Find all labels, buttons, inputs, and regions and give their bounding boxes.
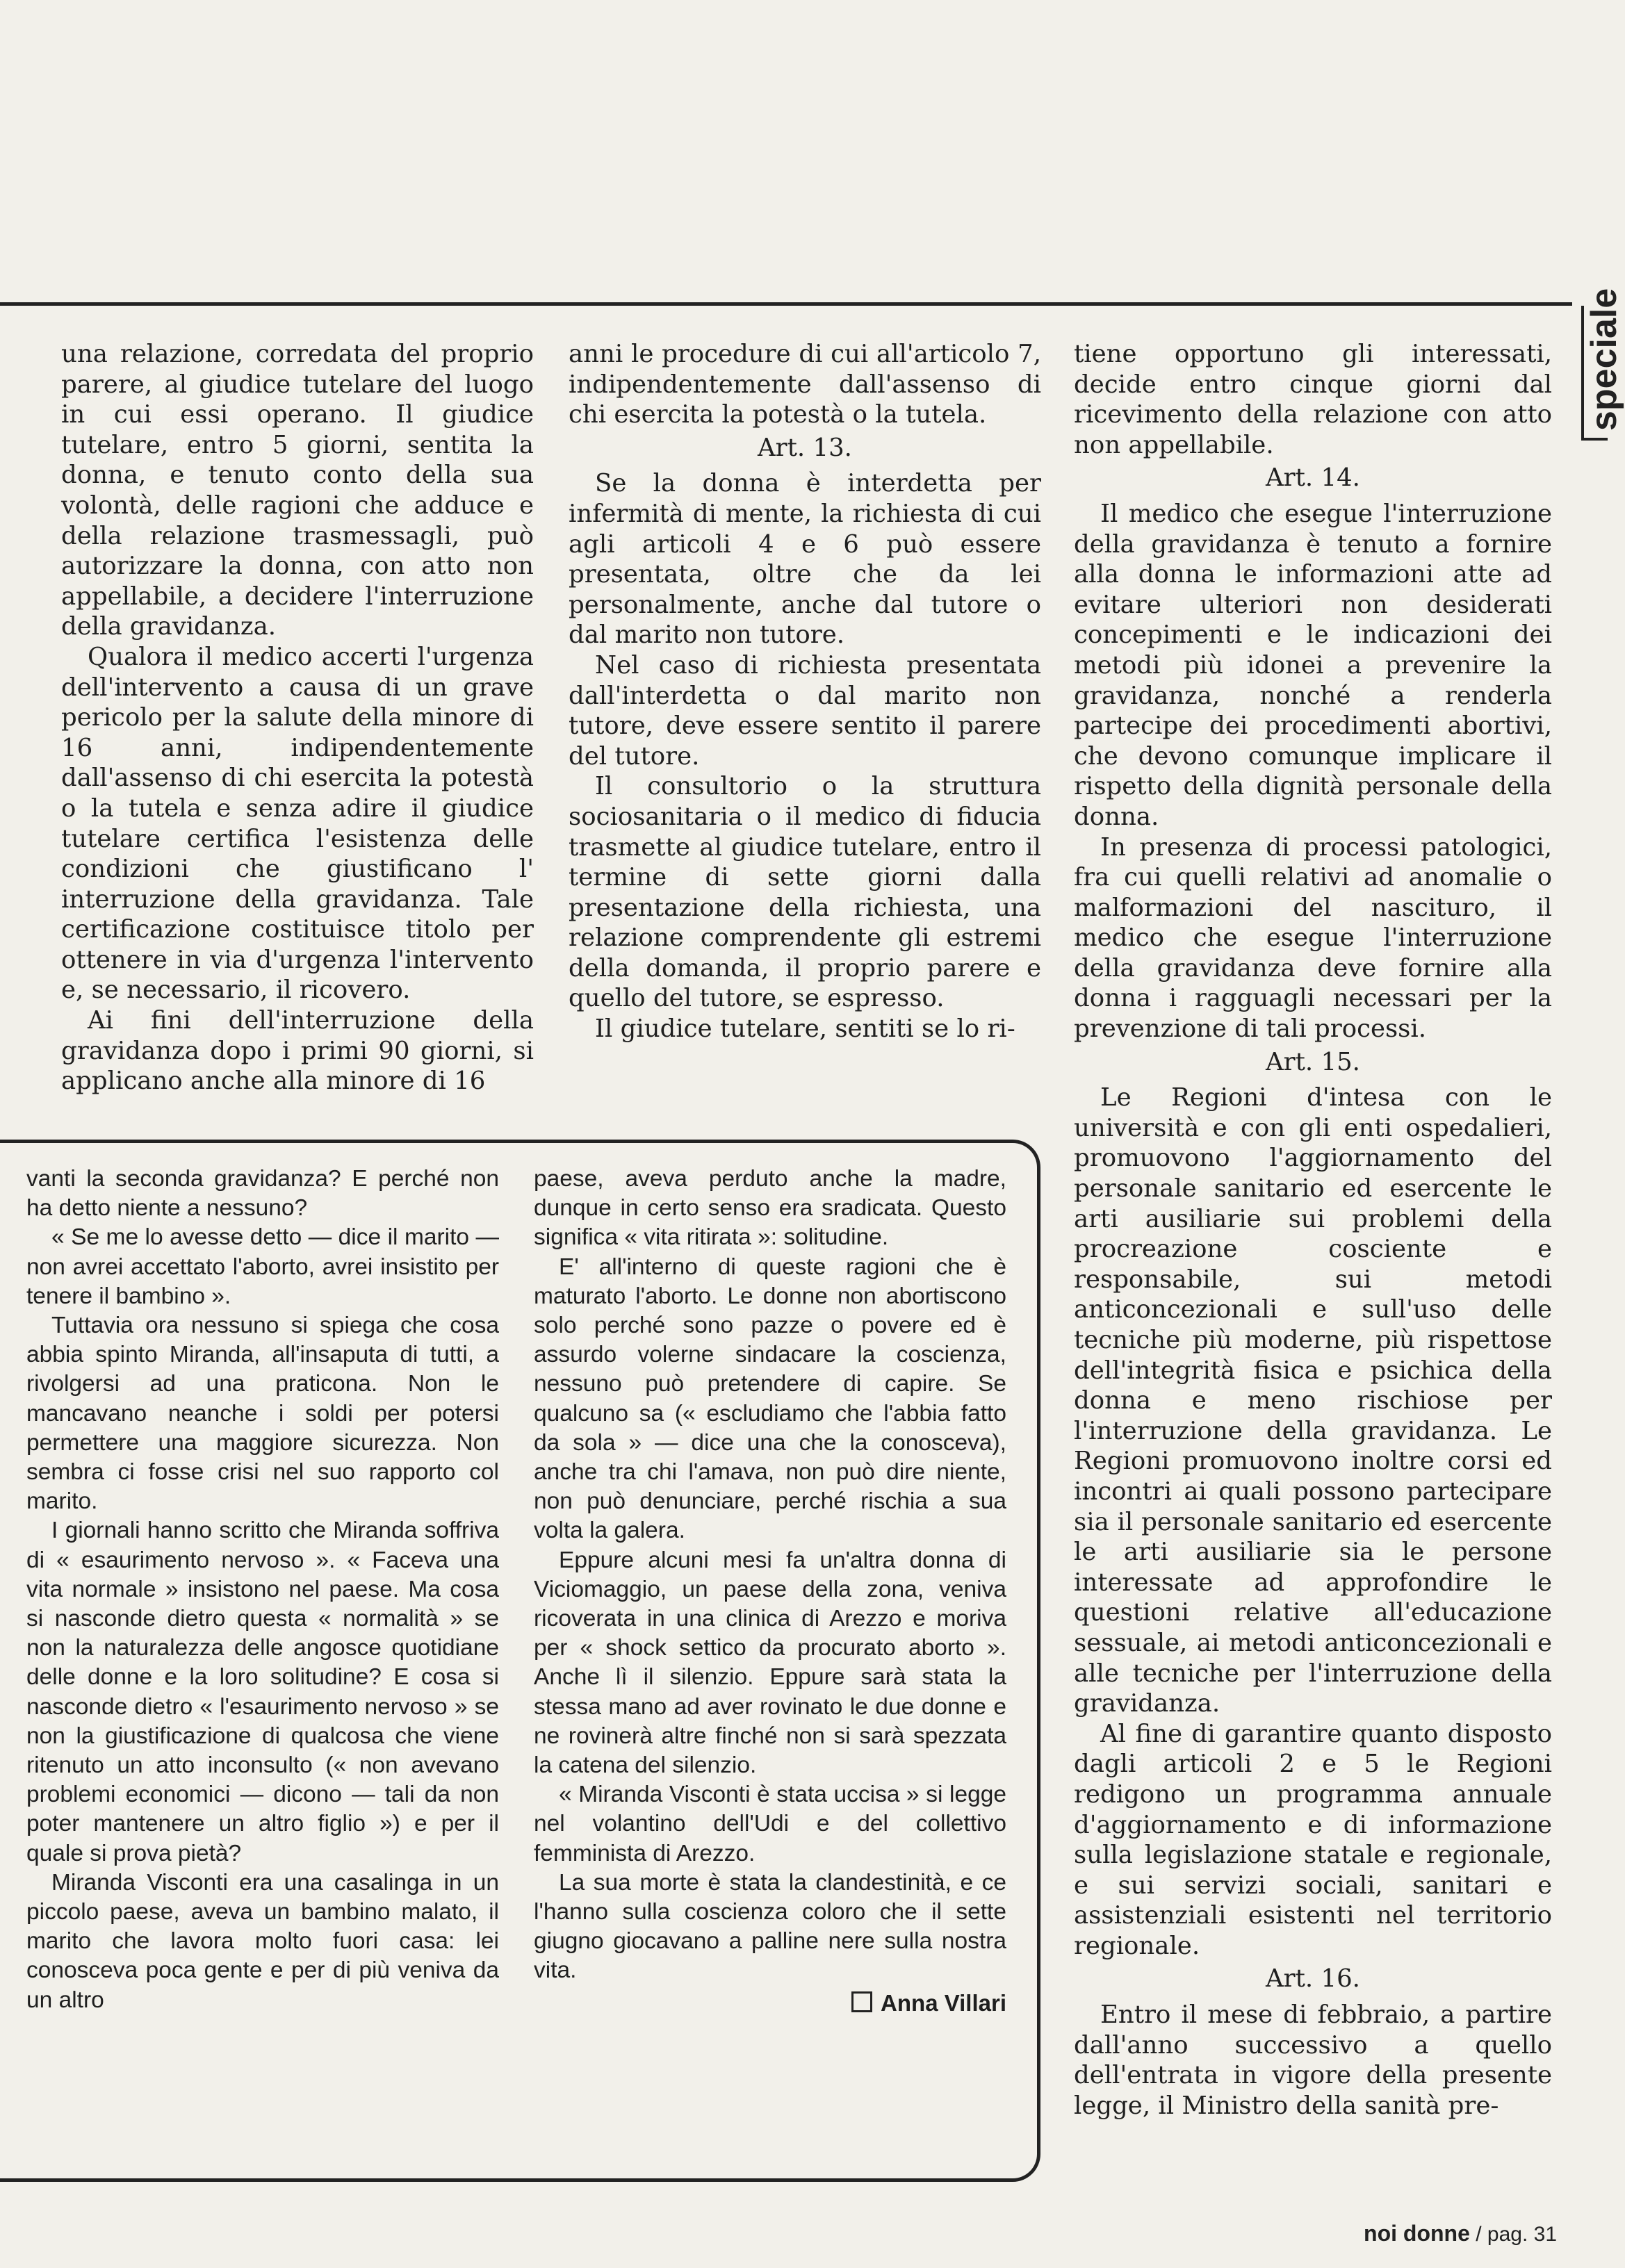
- page-number: / pag. 31: [1476, 2223, 1557, 2246]
- paragraph: Eppure alcuni mesi fa un'altra donna di Viciomaggio, un paese della zona, veniva ricoverata in una clinica di Arezzo e moriva per « shock settico da procurato aborto ». Anche lì il silenzio. Eppure sarà stata la stessa mano ad aver rovinato le due donne e ne rovinerà altre finché non si sarà spezzata la catena del silenzio.: [534, 1547, 1006, 1779]
- paragraph: Il consultorio o la struttura sociosanitaria o il medico di fiducia trasmette al giudice tutelare, entro il termine di sette giorni dalla presentazione della richiesta, una relazione comprendente gli estremi della domanda, il proprio parere e quello del tutore, se espresso.: [569, 772, 1041, 1013]
- paragraph: Il giudice tutelare, sentiti se lo ri-: [595, 1014, 1015, 1044]
- paragraph: Tuttavia ora nessuno si spiega che cosa abbia spinto Miranda, all'insaputa di tutti, a rivolgersi ad una praticona. Non le mancavano neanche i soldi per potersi permettere una maggiore sicurezza. Non sembra ci fosse crisi nel suo rapporto col marito.: [26, 1313, 499, 1515]
- paragraph: una relazione, corredata del proprio parere, al giudice tutelare del luogo in cui essi operano. Il giudice tutelare, entro 5 giorni, sentita la donna, e tenuto conto della sua volontà, delle ragioni che adduce e della relazione trasmessagli, può autorizzare la donna, con atto non appellabile, a decidere l'interruzione della gravidanza.: [61, 340, 534, 641]
- paragraph: Ai fini dell'interruzione della gravidanza dopo i primi 90 giorni, si applicano anche alla minore di 16: [61, 1006, 534, 1096]
- paragraph: Le Regioni d'intesa con le università e con gli enti ospedalieri, promuovono l'aggiornamento del personale sanitario ed esercente le arti ausiliarie sui problemi della procreazione cosciente e responsabile, sui metodi anticoncezionali e sull'uso delle tecniche più moderne, più rispettose dell'integrità fisica e psichica della donna e meno rischiose per l'interruzione della gravidanza. Le Regioni promuovono inoltre corsi ed incontri ai quali possono partecipare sia il personale sanitario ed esercente le arti ausiliarie sia le persone interessate ad approfondire le questioni relative all'educazione sessuale, ai metodi anticoncezionali e alle tecniche per l'interruzione della gravidanza.: [1074, 1083, 1552, 1718]
- column-2: [569, 339, 1041, 1044]
- paragraph: Se la donna è interdetta per infermità di mente, la richiesta di cui agli articoli 4 e 6 può essere presentata, oltre che da lei personalmente, anche dal tutore o dal marito non tutore.: [569, 469, 1041, 650]
- paragraph: Entro il mese di febbraio, a partire dall'anno successivo a quello dell'entrata in vigore della presente legge, il Ministro della sanità pre-: [1074, 2000, 1552, 2120]
- paragraph: « Se me lo avesse detto — dice il marito — non avrei accettato l'aborto, avrei insistito per tenere il bambino ».: [26, 1224, 499, 1309]
- paragraph: Miranda Visconti era una casalinga in un piccolo paese, aveva un bambino malato, il marito che lavora molto fuori casa: lei conosceva poca gente e per di più veniva da un altro: [26, 1869, 499, 2013]
- square-icon: [851, 1991, 872, 2012]
- article-heading: Art. 15.: [1266, 1047, 1360, 1076]
- box-column-2: [534, 1165, 1006, 2018]
- paragraph: I giornali hanno scritto che Miranda soffriva di « esaurimento nervoso ». « Faceva una vita normale » insistono nel paese. Ma cosa si nasconde dietro questa « normalità » se non la naturalezza delle angosce quotidiane delle donne e la loro solitudine? E cosa si nasconde dietro « l'esaurimento nervoso » se non la giustificazione di qualcosa che viene ritenuto un atto inconsulto (« non avevano problemi economici — dicono — tali da non poter mantenere un altro figlio ») e per il quale si prova pietà?: [26, 1518, 499, 1866]
- section-label: speciale: [1584, 288, 1624, 431]
- article-heading: Art. 16.: [1266, 1964, 1360, 1994]
- magazine-name: noi donne: [1364, 2221, 1470, 2246]
- paragraph: La sua morte è stata la clandestinità, e ce l'hanno sulla coscienza coloro che il sette giugno giocavano a palline nere sulla nostra vita.: [534, 1869, 1006, 1984]
- author-signature: [534, 1989, 1006, 2018]
- article-heading: Art. 13.: [758, 433, 852, 462]
- column-3: [1074, 339, 1552, 2121]
- paragraph: E' all'interno di queste ragioni che è maturato l'aborto. Le donne non abortiscono solo perché sono pazze o povere ed è assurdo volerne sindacare la coscienza, nessuno può pretendere di capire. Se qualcuno sa (« escludiamo che l'abbia fatto da sola » — dice una che la conosceva), anche tra chi l'amava, non può dire niente, non può denunciare, perché rischia a sua volta la galera.: [534, 1254, 1006, 1544]
- paragraph: In presenza di processi patologici, fra cui quelli relativi ad anomalie o malformazioni del nascituro, il medico che esegue l'interruzione della gravidanza deve fornire alla donna i ragguagli necessari per la prevenzione di tali processi.: [1074, 832, 1552, 1044]
- paragraph: Il medico che esegue l'interruzione della gravidanza è tenuto a fornire alla donna le informazioni atte ad evitare ulteriori non desiderati concepimenti e le indicazioni dei metodi più idonei a prevenire la gravidanza, nonché a renderla partecipe dei procedimenti abortivi, che devono comunque implicare il rispetto della dignità personale della donna.: [1074, 499, 1552, 831]
- box-column-1: [26, 1165, 499, 2015]
- paragraph: vanti la seconda gravidanza? E perché non ha detto niente a nessuno?: [26, 1166, 499, 1222]
- paragraph: Al fine di garantire quanto disposto dagli articoli 2 e 5 le Regioni redigono un programma annuale d'aggiornamento e di informazione sulla legislazione statale e regionale, e sui servizi sociali, sanitari e assistenziali esistenti nel territorio regionale.: [1074, 1719, 1552, 1960]
- top-rule: [0, 302, 1572, 306]
- paragraph: tiene opportuno gli interessati, decide entro cinque giorni dal ricevimento della relazione con atto non appellabile.: [1074, 340, 1552, 459]
- column-1: [61, 339, 534, 1096]
- paragraph: Nel caso di richiesta presentata dall'interdetta o dal marito non tutore, deve essere sentito il parere del tutore.: [569, 650, 1041, 771]
- article-heading: Art. 14.: [1266, 463, 1360, 493]
- paragraph: anni le procedure di cui all'articolo 7, indipendentemente dall'assenso di chi esercita la potestà o la tutela.: [569, 340, 1041, 429]
- paragraph: « Miranda Visconti è stata uccisa » si legge nel volantino dell'Udi e del collettivo femminista di Arezzo.: [534, 1782, 1006, 1866]
- paragraph: paese, aveva perduto anche la madre, dunque in certo senso era sradicata. Questo significa « vita ritirata »: solitudine.: [534, 1166, 1006, 1251]
- author-name: Anna Villari: [881, 1989, 1006, 2016]
- page-footer: [1364, 2221, 1557, 2246]
- paragraph: Qualora il medico accerti l'urgenza dell'intervento a causa di un grave pericolo per la salute della minore di 16 anni, indipendentemente dall'assenso di chi esercita la potestà o la tutela e senza adire il giudice tutelare certifica l'esistenza delle condizioni che giustificano l' interruzione della gravidanza. Tale certificazione costituisce titolo per ottenere in via d'urgenza l'intervento e, se necessario, il ricovero.: [61, 642, 534, 1005]
